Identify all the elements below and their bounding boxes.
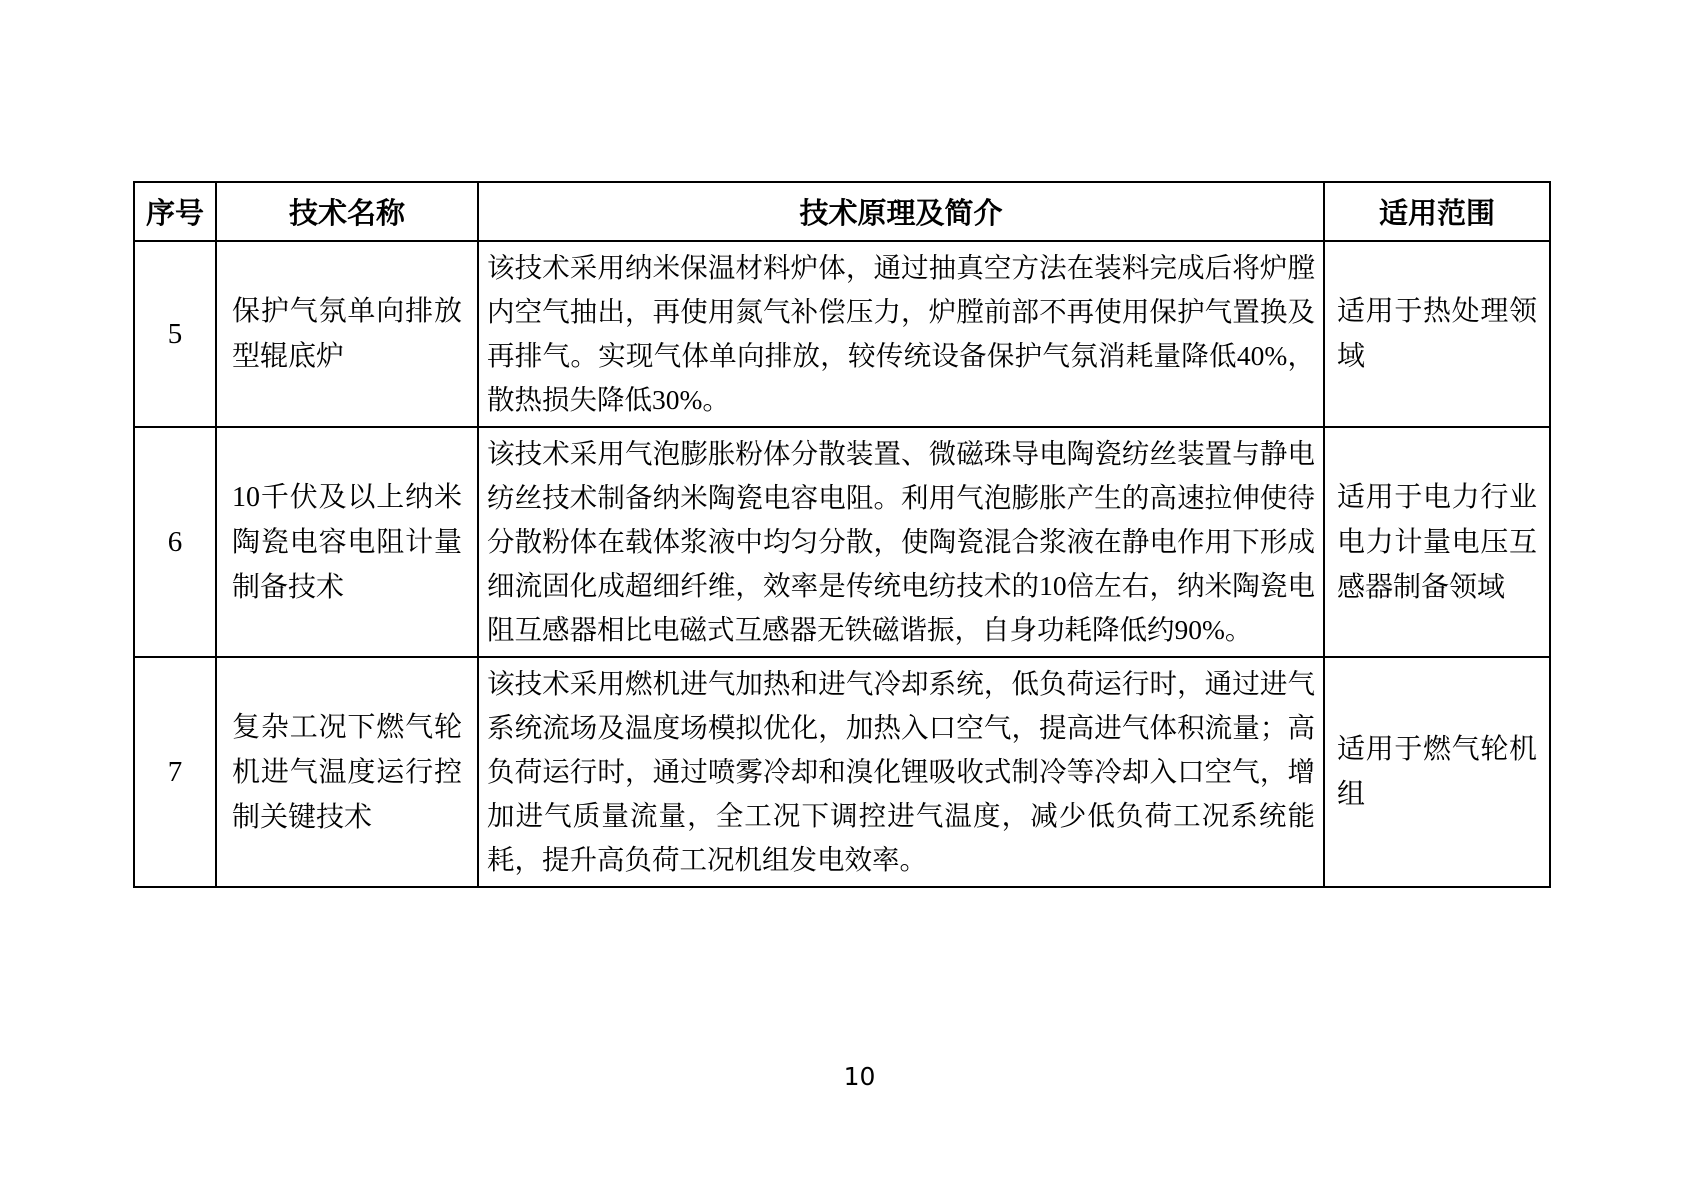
table-row <box>134 241 1550 427</box>
cell-serial-number: 6 <box>134 427 216 657</box>
header-principle-intro: 技术原理及简介 <box>478 182 1324 241</box>
table-header-row <box>134 182 1550 241</box>
page-number: 10 <box>843 1062 876 1091</box>
cell-principle-intro: 该技术采用气泡膨胀粉体分散装置、微磁珠导电陶瓷纺丝装置与静电纺丝技术制备纳米陶瓷电容电阻。利用气泡膨胀产生的高速拉伸使待分散粉体在载体浆液中均匀分散，使陶瓷混合浆液在静电作用下形成细流固化成超细纤维，效率是传统电纺技术的10倍左右，纳米陶瓷电阻互感器相比电磁式互感器无铁磁谐振，自身功耗降低约90%。 <box>478 427 1324 657</box>
cell-serial-number: 5 <box>134 241 216 427</box>
cell-applicable-scope: 适用于热处理领域 <box>1324 241 1550 427</box>
cell-technology-name: 保护气氛单向排放型辊底炉 <box>216 241 478 427</box>
header-technology-name: 技术名称 <box>216 182 478 241</box>
cell-principle-intro: 该技术采用燃机进气加热和进气冷却系统，低负荷运行时，通过进气系统流场及温度场模拟优化，加热入口空气，提高进气体积流量；高负荷运行时，通过喷雾冷却和溴化锂吸收式制冷等冷却入口空气，增加进气质量流量，全工况下调控进气温度，减少低负荷工况系统能耗，提升高负荷工况机组发电效率。 <box>478 657 1324 887</box>
cell-technology-name: 复杂工况下燃气轮机进气温度运行控制关键技术 <box>216 657 478 887</box>
cell-principle-intro: 该技术采用纳米保温材料炉体，通过抽真空方法在装料完成后将炉膛内空气抽出，再使用氮气补偿压力，炉膛前部不再使用保护气置换及再排气。实现气体单向排放，较传统设备保护气氛消耗量降低40%，散热损失降低30%。 <box>478 241 1324 427</box>
cell-serial-number: 7 <box>134 657 216 887</box>
cell-technology-name: 10千伏及以上纳米陶瓷电容电阻计量制备技术 <box>216 427 478 657</box>
header-serial-number: 序号 <box>134 182 216 241</box>
table-row <box>134 427 1550 657</box>
cell-applicable-scope: 适用于燃气轮机组 <box>1324 657 1550 887</box>
table-row <box>134 657 1550 887</box>
header-applicable-scope: 适用范围 <box>1324 182 1550 241</box>
cell-applicable-scope: 适用于电力行业电力计量电压互感器制备领域 <box>1324 427 1550 657</box>
technology-table <box>133 181 1551 888</box>
